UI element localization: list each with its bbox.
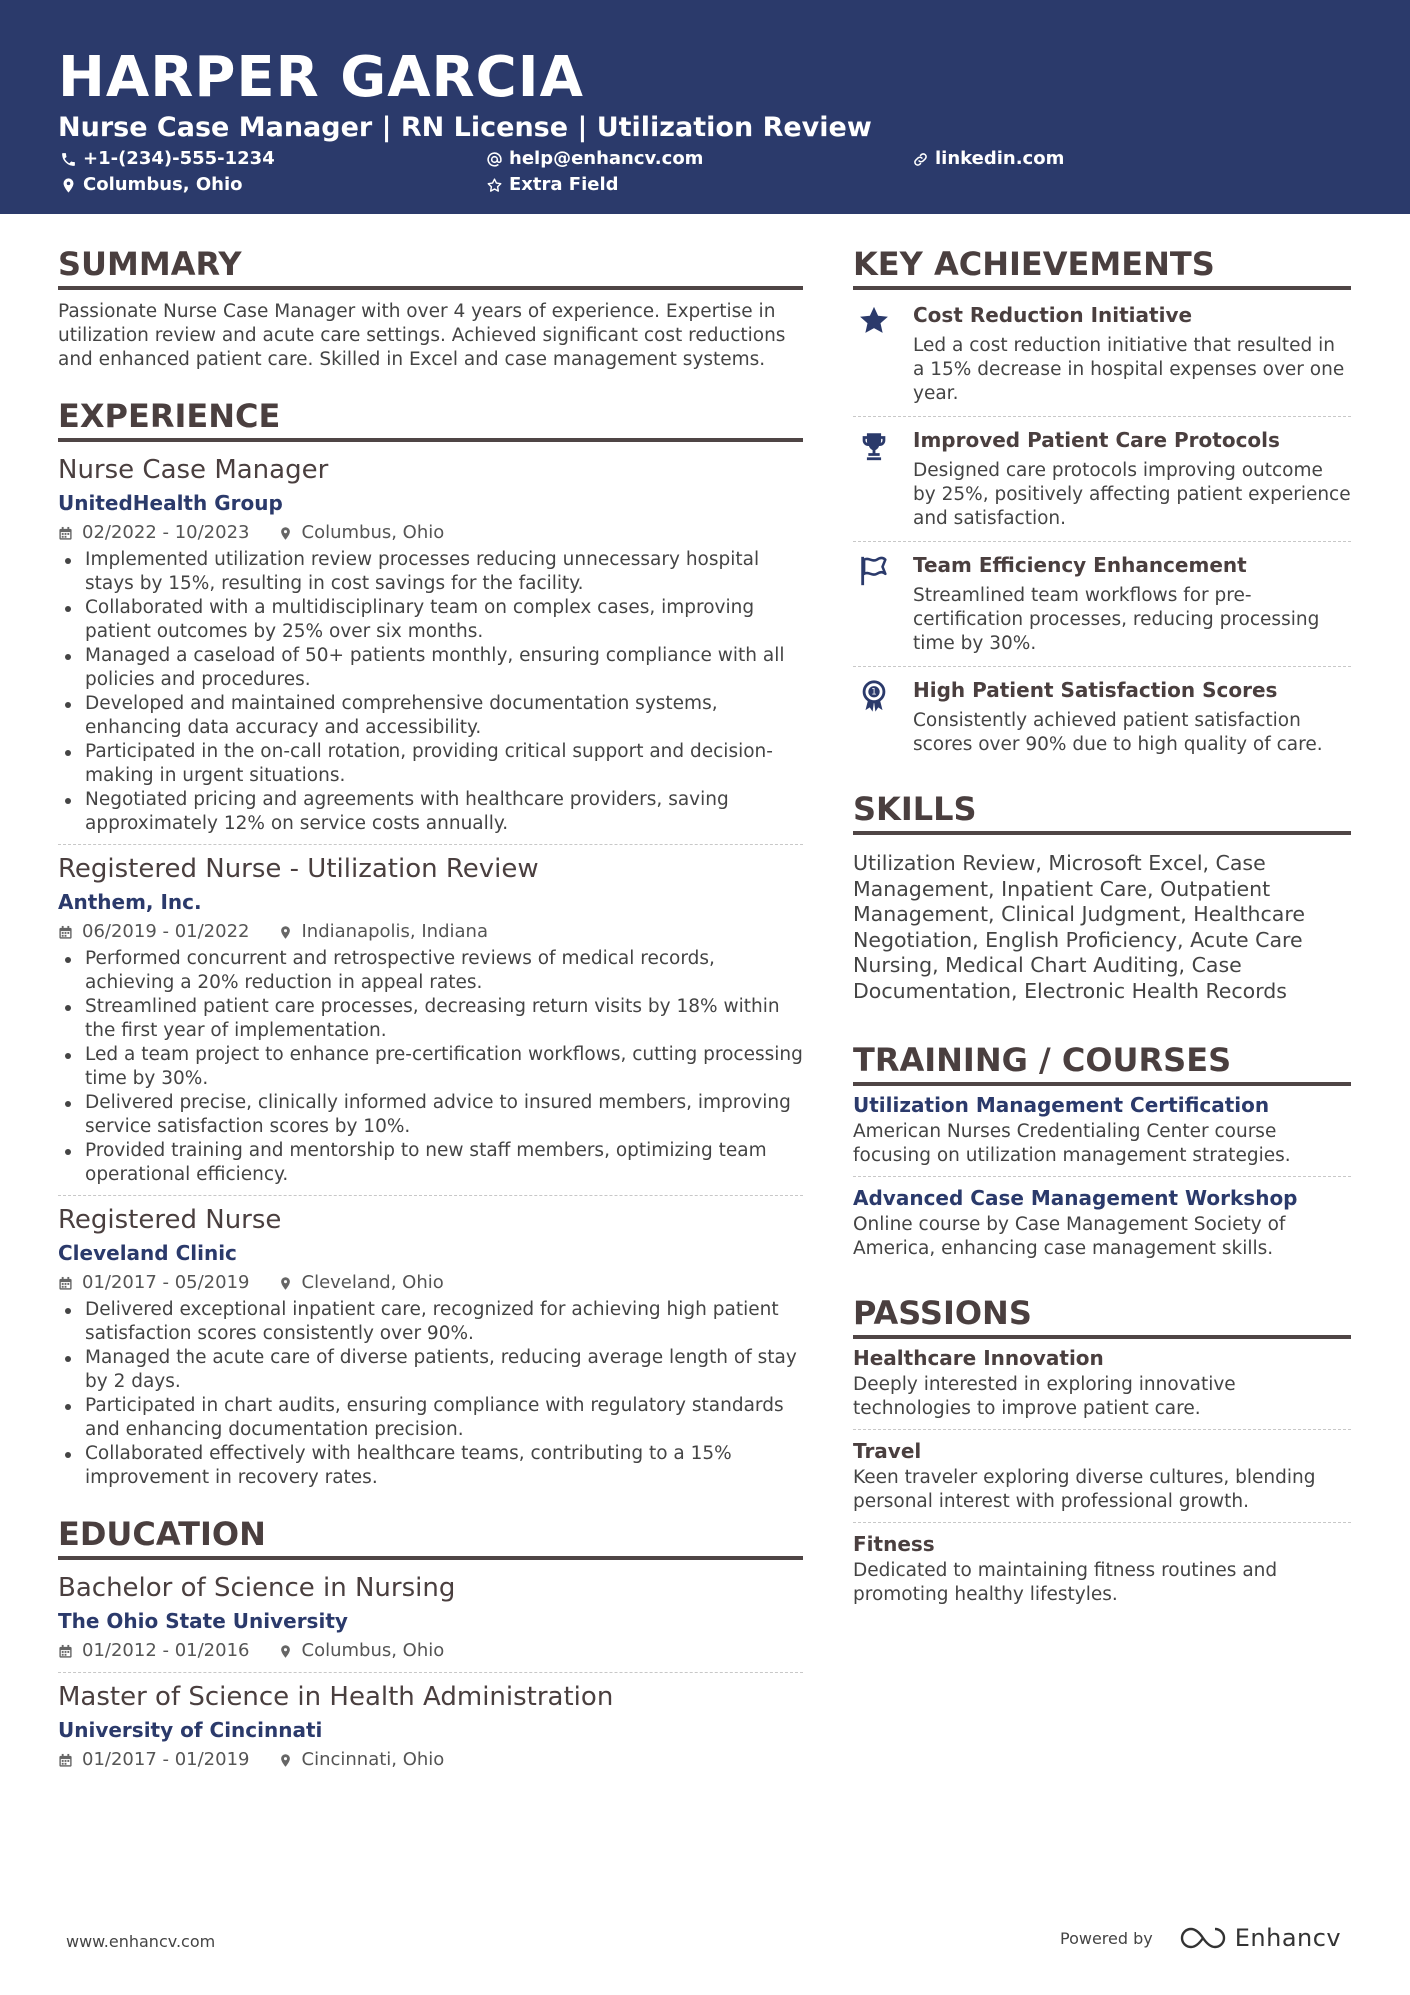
passion-item [853, 1529, 1351, 1607]
trophy-icon [857, 429, 891, 463]
passion-title: Travel [853, 1439, 922, 1463]
email-text: help@enhancv.com [509, 148, 704, 169]
star-outline-icon [486, 177, 503, 194]
education-entry [58, 1570, 803, 1664]
training-section [853, 1040, 1351, 1261]
divider [58, 1195, 803, 1196]
passions-section [853, 1293, 1351, 1607]
location-text: Columbus, Ohio [83, 174, 243, 195]
summary-section [58, 244, 803, 372]
training-heading: TRAINING / COURSES [853, 1040, 1351, 1086]
list-item: Delivered exceptional inpatient care, recognized for achieving high patient satisfaction scores consistently over 90%. [58, 1298, 803, 1346]
education-section [58, 1514, 803, 1773]
list-item: Collaborated with a multidisciplinary team on complex cases, improving patient outcomes by 25% over six months. [58, 596, 803, 644]
education-location: Columbus, Ohio [301, 1640, 445, 1661]
location-pin-icon [278, 1753, 293, 1768]
job-meta [58, 1270, 803, 1296]
list-item: Managed the acute care of diverse patients, reducing average length of stay by 2 days. [58, 1346, 803, 1394]
achievement-item [853, 292, 1351, 412]
location-pin-icon [278, 526, 293, 541]
achievements-heading: KEY ACHIEVEMENTS [853, 244, 1351, 290]
resume-header [0, 0, 1410, 214]
divider [853, 1522, 1351, 1523]
job-bullets [58, 947, 803, 1187]
list-item: Implemented utilization review processes reducing unnecessary hospital stays by 15%, resulting in cost savings for the facility. [58, 548, 803, 596]
job-entry [58, 851, 803, 1187]
passion-title: Healthcare Innovation [853, 1346, 1104, 1370]
education-location: Cincinnati, Ohio [301, 1749, 445, 1770]
calendar-icon [58, 1644, 73, 1659]
calendar-icon [58, 1753, 73, 1768]
skills-text: Utilization Review, Microsoft Excel, Case Management, Inpatient Care, Outpatient Management, Clinical Judgment, Healthcare Negotiation, English Proficiency, Acute Care Nursing, Medical Chart Auditing, Case Documentation, Electronic Health Records [853, 851, 1305, 1003]
list-item: Negotiated pricing and agreements with healthcare providers, saving approximately 12% on service costs annually. [58, 788, 803, 836]
calendar-icon [58, 526, 73, 541]
at-icon [486, 151, 503, 168]
job-company: Anthem, Inc. [58, 890, 202, 914]
divider [58, 844, 803, 845]
contact-linkedin[interactable] [912, 147, 1064, 171]
powered-by-text: Powered by [1060, 1928, 1153, 1948]
course-title: Advanced Case Management Workshop [853, 1186, 1298, 1210]
passion-item [853, 1343, 1351, 1421]
list-item: Led a team project to enhance pre-certification workflows, cutting processing time by 30%. [58, 1043, 803, 1091]
job-company: Cleveland Clinic [58, 1241, 237, 1265]
job-company: UnitedHealth Group [58, 491, 283, 515]
achievement-desc: Streamlined team workflows for pre-certification processes, reducing processing time by 30%. [913, 585, 1320, 654]
calendar-icon [58, 1276, 73, 1291]
divider [58, 1672, 803, 1673]
footer-branding [1060, 1924, 1341, 1952]
degree-title: Master of Science in Health Administration [58, 1682, 614, 1712]
location-pin-icon [278, 925, 293, 940]
job-location: Columbus, Ohio [301, 522, 445, 543]
summary-heading: SUMMARY [58, 244, 803, 290]
achievement-desc: Consistently achieved patient satisfaction scores over 90% due to high quality of care. [913, 710, 1323, 755]
divider [853, 1176, 1351, 1177]
link-icon [912, 151, 929, 168]
award-ribbon-icon [857, 679, 891, 713]
summary-text: Passionate Nurse Case Manager with over 4 years of experience. Expertise in utilization review and acute care settings. Achieved significant cost reductions and enhanced patient care. Skilled in Excel and case management systems. [58, 301, 786, 370]
achievement-desc: Led a cost reduction initiative that resulted in a 15% decrease in hospital expenses over one year. [913, 335, 1345, 404]
skills-heading: SKILLS [853, 789, 1351, 835]
phone-icon [60, 151, 77, 168]
location-pin-icon [278, 1644, 293, 1659]
brand-name[interactable]: Enhancv [1234, 1924, 1342, 1952]
location-pin-icon [278, 1276, 293, 1291]
job-entry [58, 452, 803, 836]
education-meta [58, 1747, 803, 1773]
contact-phone [60, 147, 275, 171]
passion-desc: Keen traveler exploring diverse cultures, blending personal interest with professional growth. [853, 1467, 1316, 1512]
passion-title: Fitness [853, 1532, 935, 1556]
job-location: Cleveland, Ohio [301, 1272, 444, 1293]
divider [853, 1429, 1351, 1430]
job-entry [58, 1202, 803, 1490]
school-name: University of Cincinnati [58, 1718, 323, 1742]
right-column [853, 244, 1351, 1607]
list-item: Participated in chart audits, ensuring compliance with regulatory standards and enhancing documentation precision. [58, 1394, 803, 1442]
course-desc: American Nurses Credentialing Center course focusing on utilization management strategies. [853, 1121, 1291, 1166]
job-dates: 06/2019 - 01/2022 [82, 921, 250, 942]
footer-website[interactable]: www.enhancv.com [66, 1932, 216, 1951]
linkedin-text: linkedin.com [935, 148, 1065, 169]
list-item: Developed and maintained comprehensive documentation systems, enhancing data accuracy and accessibility. [58, 692, 803, 740]
school-name: The Ohio State University [58, 1609, 348, 1633]
list-item: Managed a caseload of 50+ patients monthly, ensuring compliance with all policies and procedures. [58, 644, 803, 692]
education-dates: 01/2017 - 01/2019 [82, 1749, 250, 1770]
list-item: Delivered precise, clinically informed advice to insured members, improving service satisfaction scores by 10%. [58, 1091, 803, 1139]
skills-section [853, 789, 1351, 1004]
achievement-title: Cost Reduction Initiative [913, 303, 1193, 327]
course-title: Utilization Management Certification [853, 1093, 1270, 1117]
extra-field-text: Extra Field [509, 174, 619, 195]
passion-desc: Dedicated to maintaining fitness routines and promoting healthy lifestyles. [853, 1560, 1278, 1605]
job-dates: 01/2017 - 05/2019 [82, 1272, 250, 1293]
location-pin-icon [60, 177, 77, 194]
achievement-title: Improved Patient Care Protocols [913, 428, 1280, 452]
calendar-icon [58, 925, 73, 940]
contact-extra [486, 173, 619, 197]
job-bullets [58, 1298, 803, 1490]
education-meta [58, 1638, 803, 1664]
education-heading: EDUCATION [58, 1514, 803, 1560]
svg-text:1: 1 [871, 687, 877, 698]
achievement-item [853, 542, 1351, 662]
flag-icon [857, 554, 891, 588]
list-item: Provided training and mentorship to new staff members, optimizing team operational efficiency. [58, 1139, 803, 1187]
achievement-title: High Patient Satisfaction Scores [913, 678, 1278, 702]
education-entry [58, 1679, 803, 1773]
enhancv-logo-icon [1179, 1925, 1227, 1951]
list-item: Participated in the on-call rotation, providing critical support and decision-making in urgent situations. [58, 740, 803, 788]
degree-title: Bachelor of Science in Nursing [58, 1573, 456, 1603]
course-item [853, 1183, 1351, 1261]
contact-email[interactable] [486, 147, 703, 171]
achievement-item [853, 667, 1351, 763]
experience-heading: EXPERIENCE [58, 396, 803, 442]
job-title: Registered Nurse [58, 1205, 282, 1235]
job-title: Nurse Case Manager [58, 455, 329, 485]
left-column [58, 244, 803, 1773]
education-dates: 01/2012 - 01/2016 [82, 1640, 250, 1661]
course-desc: Online course by Case Management Society of America, enhancing case management skills. [853, 1214, 1286, 1259]
achievements-section [853, 244, 1351, 763]
phone-text: +1-(234)-555-1234 [83, 148, 275, 169]
job-meta [58, 520, 803, 546]
job-meta [58, 919, 803, 945]
star-icon [857, 304, 891, 338]
job-title: Registered Nurse - Utilization Review [58, 854, 539, 884]
experience-section [58, 396, 803, 1490]
achievement-desc: Designed care protocols improving outcome by 25%, positively affecting patient experience and satisfaction. [913, 460, 1351, 529]
achievement-item [853, 417, 1351, 537]
list-item: Streamlined patient care processes, decreasing return visits by 18% within the first year of implementation. [58, 995, 803, 1043]
candidate-title: Nurse Case Manager | RN License | Utilization Review [58, 112, 872, 143]
passions-heading: PASSIONS [853, 1293, 1351, 1339]
list-item: Collaborated effectively with healthcare teams, contributing to a 15% improvement in recovery rates. [58, 1442, 803, 1490]
list-item: Performed concurrent and retrospective reviews of medical records, achieving a 20% reduction in appeal rates. [58, 947, 803, 995]
job-dates: 02/2022 - 10/2023 [82, 522, 250, 543]
passion-item [853, 1436, 1351, 1514]
job-location: Indianapolis, Indiana [301, 921, 488, 942]
course-item [853, 1090, 1351, 1168]
contact-location [60, 173, 243, 197]
job-bullets [58, 548, 803, 836]
passion-desc: Deeply interested in exploring innovative technologies to improve patient care. [853, 1374, 1236, 1419]
candidate-name: HARPER GARCIA [58, 45, 584, 110]
achievement-title: Team Efficiency Enhancement [913, 553, 1247, 577]
